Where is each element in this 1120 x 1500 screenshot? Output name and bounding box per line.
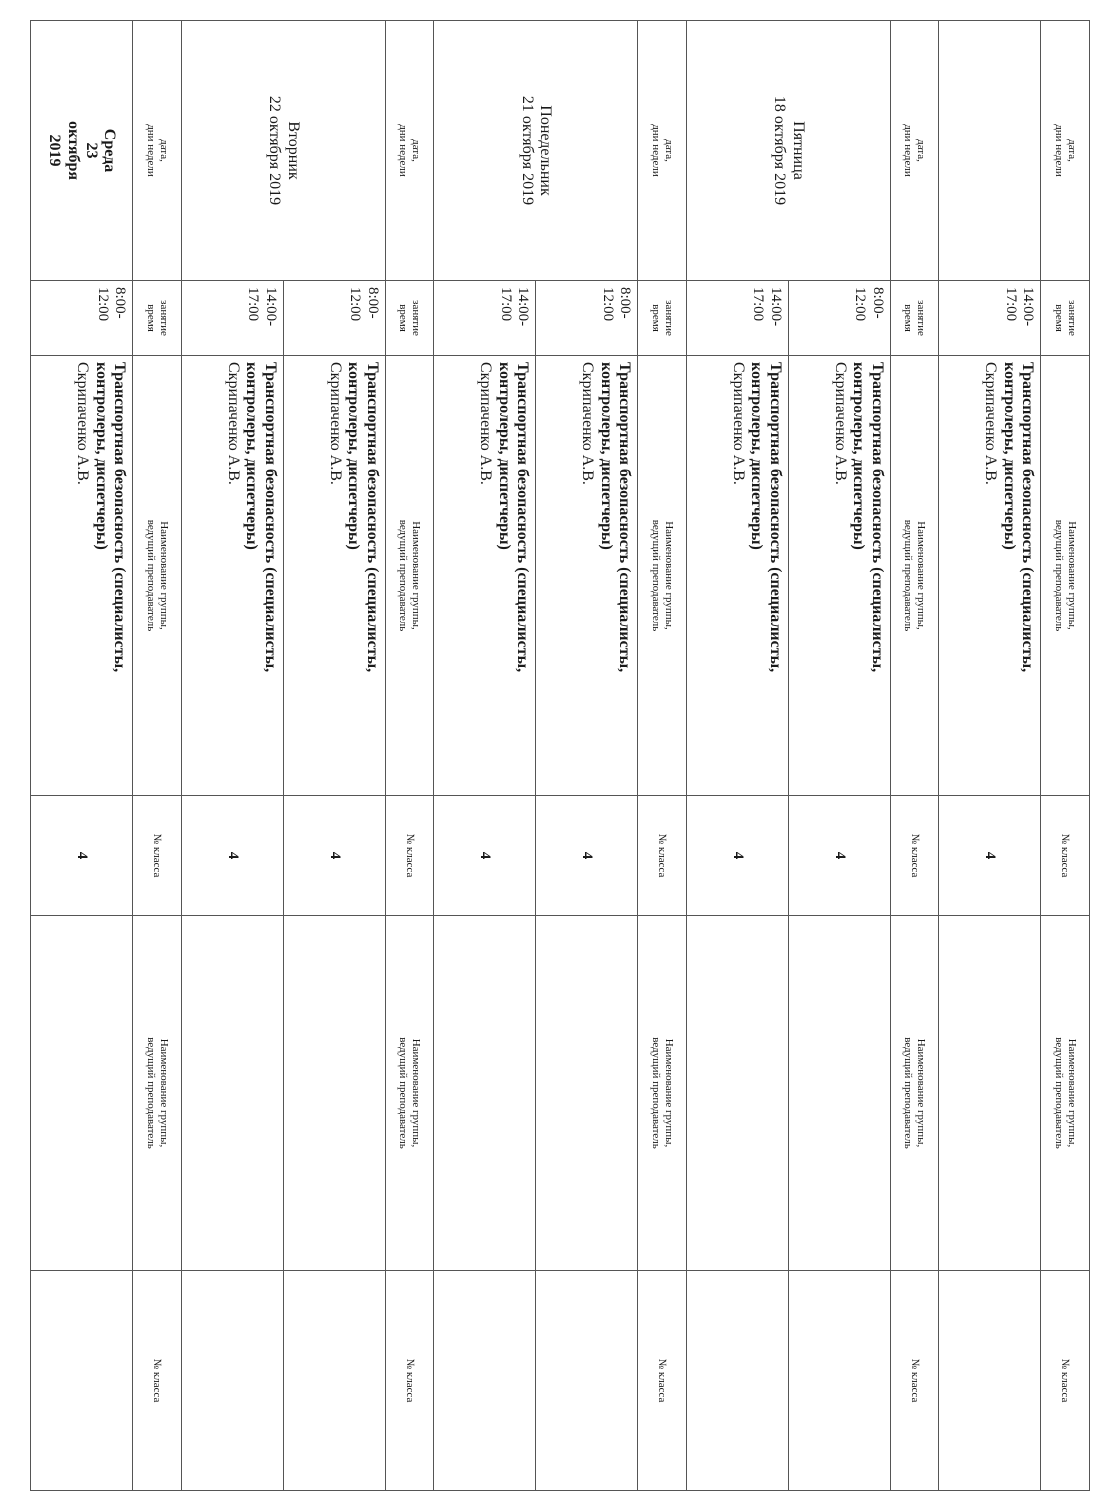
- class-header-2: [1041, 1271, 1090, 1491]
- empty-class-cell: [181, 1271, 283, 1491]
- course-title: Транспортная безопасность (специалисты, контролеры, диспетчеры): [92, 362, 129, 673]
- time-cell: [434, 281, 536, 356]
- group-header-label: Наименование группы, ведущий преподаватель: [1053, 519, 1078, 632]
- date-header: [890, 21, 939, 281]
- time-cell: [788, 281, 890, 356]
- class-number: 4: [74, 851, 91, 860]
- group-header-label: Наименование группы, ведущий преподаватель: [902, 519, 928, 632]
- course-cell: [939, 356, 1041, 796]
- time-cell: [181, 281, 283, 356]
- day-date: 21 октября 2019: [518, 95, 536, 206]
- class-number: 4: [729, 851, 746, 860]
- course-title: Транспортная безопасность (специалисты, контролеры, диспетчеры): [850, 362, 886, 673]
- date-header-label: дата, дни недели: [1053, 124, 1078, 177]
- class-cell: [283, 796, 385, 916]
- group-header: [1041, 356, 1090, 796]
- day-date: 18 октября 2019: [771, 95, 789, 206]
- time-header: [385, 281, 434, 356]
- group-header-label: Наименование группы, ведущий преподаватель: [649, 519, 675, 632]
- day-date: 22 октября 2019: [266, 95, 284, 206]
- course-cell: [434, 356, 536, 796]
- class-cell: [536, 796, 638, 916]
- table-row: [31, 21, 133, 1491]
- group-header-2: [133, 916, 182, 1271]
- group-header-label: Наименование группы, ведущий преподаватель: [144, 519, 170, 632]
- day-cell: [434, 21, 638, 281]
- date-header-label: дата, дни недели: [902, 124, 928, 177]
- group-header-2: [1041, 916, 1090, 1271]
- date-header-label: дата, дни недели: [144, 124, 170, 177]
- empty-class-cell: [536, 1271, 638, 1491]
- header-row: [1041, 21, 1090, 1491]
- time-header-label: занятие время: [1053, 300, 1078, 336]
- time-header-label: занятие время: [649, 300, 675, 336]
- table-row: [939, 21, 1041, 1491]
- teacher-name: Скрипаченко А.В.: [579, 362, 597, 485]
- class-cell: [434, 796, 536, 916]
- course-cell: [788, 356, 890, 796]
- class-number: 4: [326, 851, 343, 860]
- day-name: Понедельник: [537, 105, 555, 196]
- class-header-2: [890, 1271, 939, 1491]
- course-title: Транспортная безопасность (специалисты, контролеры, диспетчеры): [243, 362, 279, 673]
- class-header-label: № класса: [151, 833, 164, 878]
- group-header: [385, 356, 434, 796]
- header-row: [133, 21, 182, 1491]
- teacher-name: Скрипаченко А.В.: [326, 362, 344, 485]
- class-cell: [31, 796, 133, 916]
- time-header-label: занятие время: [397, 300, 423, 336]
- course-cell: [536, 356, 638, 796]
- empty-class-cell: [434, 1271, 536, 1491]
- class-number: 4: [579, 851, 596, 860]
- schedule-sheet: [30, 20, 1090, 1490]
- empty-class-cell: [686, 1271, 788, 1491]
- time-cell: [686, 281, 788, 356]
- time-header: [1041, 281, 1090, 356]
- class-header-2-label: № класса: [656, 1358, 669, 1403]
- course-cell: [283, 356, 385, 796]
- group-header-2: [890, 916, 939, 1271]
- table-row: [283, 21, 385, 1491]
- class-cell: [686, 796, 788, 916]
- class-header: [890, 796, 939, 916]
- group-header-label: Наименование группы, ведущий преподаватель: [397, 519, 423, 632]
- group-header-2-label: Наименование группы, ведущий преподаватель: [902, 1037, 928, 1149]
- empty-class-cell: [31, 1271, 133, 1491]
- date-header: [1041, 21, 1090, 281]
- group-header: [638, 356, 687, 796]
- class-header-2-label: № класса: [151, 1358, 164, 1403]
- time-header: [890, 281, 939, 356]
- table-row: [788, 21, 890, 1491]
- time-value: 14:00- 17:00: [750, 287, 784, 327]
- schedule-table: [30, 20, 1090, 1491]
- class-header: [385, 796, 434, 916]
- course-title: Транспортная безопасность (специалисты, контролеры, диспетчеры): [1000, 362, 1037, 673]
- course-title: Транспортная безопасность (специалисты, контролеры, диспетчеры): [597, 362, 634, 673]
- time-cell: [536, 281, 638, 356]
- group-header-2: [638, 916, 687, 1271]
- group-header-2-label: Наименование группы, ведущий преподаватель: [1053, 1037, 1078, 1149]
- class-cell: [788, 796, 890, 916]
- class-header-2: [385, 1271, 434, 1491]
- day-cell: [181, 21, 385, 281]
- teacher-name: Скрипаченко А.В.: [74, 362, 92, 485]
- empty-group-cell: [283, 916, 385, 1271]
- empty-group-cell: [181, 916, 283, 1271]
- time-value: 8:00- 12:00: [852, 287, 886, 322]
- teacher-name: Скрипаченко А.В.: [224, 362, 242, 485]
- class-header: [1041, 796, 1090, 916]
- course-cell: [181, 356, 283, 796]
- empty-class-cell: [788, 1271, 890, 1491]
- class-number: 4: [224, 851, 241, 860]
- empty-class-cell: [283, 1271, 385, 1491]
- empty-group-cell: [939, 916, 1041, 1271]
- schedule-body: [31, 21, 1090, 1491]
- time-header: [133, 281, 182, 356]
- time-cell: [939, 281, 1041, 356]
- time-value: 8:00- 12:00: [599, 287, 634, 322]
- group-header: [890, 356, 939, 796]
- time-cell: [283, 281, 385, 356]
- date-header: [133, 21, 182, 281]
- day-name: Среда 23 октября 2019: [46, 120, 119, 181]
- teacher-name: Скрипаченко А.В.: [831, 362, 849, 485]
- class-header: [133, 796, 182, 916]
- table-row: [536, 21, 638, 1491]
- class-header-2-label: № класса: [908, 1358, 921, 1403]
- class-number: 4: [831, 851, 848, 860]
- class-header-label: № класса: [403, 833, 416, 878]
- class-header-2-label: № класса: [403, 1358, 416, 1403]
- course-title: Транспортная безопасность (специалисты, контролеры, диспетчеры): [345, 362, 381, 673]
- day-cell: [31, 21, 133, 281]
- group-header-2-label: Наименование группы, ведущий преподаватель: [144, 1037, 170, 1149]
- day-cell: [686, 21, 890, 281]
- day-cell: [939, 21, 1041, 281]
- time-header-label: занятие время: [144, 300, 170, 336]
- empty-group-cell: [31, 916, 133, 1271]
- class-cell: [181, 796, 283, 916]
- time-header-label: занятие время: [902, 300, 928, 336]
- empty-group-cell: [788, 916, 890, 1271]
- class-cell: [939, 796, 1041, 916]
- class-header: [638, 796, 687, 916]
- time-value: 8:00- 12:00: [347, 287, 381, 322]
- teacher-name: Скрипаченко А.В.: [982, 362, 1000, 485]
- empty-group-cell: [536, 916, 638, 1271]
- class-header-2: [638, 1271, 687, 1491]
- class-header-label: № класса: [908, 833, 921, 878]
- time-header: [638, 281, 687, 356]
- date-header-label: дата, дни недели: [397, 124, 423, 177]
- class-number: 4: [982, 851, 999, 860]
- empty-group-cell: [434, 916, 536, 1271]
- class-header-2: [133, 1271, 182, 1491]
- group-header-2: [385, 916, 434, 1271]
- day-name: Пятница: [789, 121, 807, 180]
- course-cell: [31, 356, 133, 796]
- course-title: Транспортная безопасность (специалисты, контролеры, диспетчеры): [748, 362, 784, 673]
- group-header: [133, 356, 182, 796]
- time-value: 14:00- 17:00: [245, 287, 279, 327]
- time-value: 14:00- 17:00: [1002, 287, 1037, 327]
- day-name: Вторник: [284, 121, 302, 180]
- teacher-name: Скрипаченко А.В.: [729, 362, 747, 485]
- class-number: 4: [477, 851, 494, 860]
- empty-class-cell: [939, 1271, 1041, 1491]
- date-header: [385, 21, 434, 281]
- class-header-label: № класса: [1059, 833, 1072, 878]
- course-title: Транспортная безопасность (специалисты, контролеры, диспетчеры): [495, 362, 532, 673]
- time-value: 8:00- 12:00: [94, 287, 129, 322]
- empty-group-cell: [686, 916, 788, 1271]
- group-header-2-label: Наименование группы, ведущий преподаватель: [397, 1037, 423, 1149]
- time-value: 14:00- 17:00: [497, 287, 532, 327]
- time-cell: [31, 281, 133, 356]
- date-header: [638, 21, 687, 281]
- course-cell: [686, 356, 788, 796]
- class-header-2-label: № класса: [1059, 1358, 1072, 1403]
- header-row: [385, 21, 434, 1491]
- group-header-2-label: Наименование группы, ведущий преподаватель: [649, 1037, 675, 1149]
- header-row: [890, 21, 939, 1491]
- date-header-label: дата, дни недели: [649, 124, 675, 177]
- header-row: [638, 21, 687, 1491]
- teacher-name: Скрипаченко А.В.: [477, 362, 495, 485]
- class-header-label: № класса: [656, 833, 669, 878]
